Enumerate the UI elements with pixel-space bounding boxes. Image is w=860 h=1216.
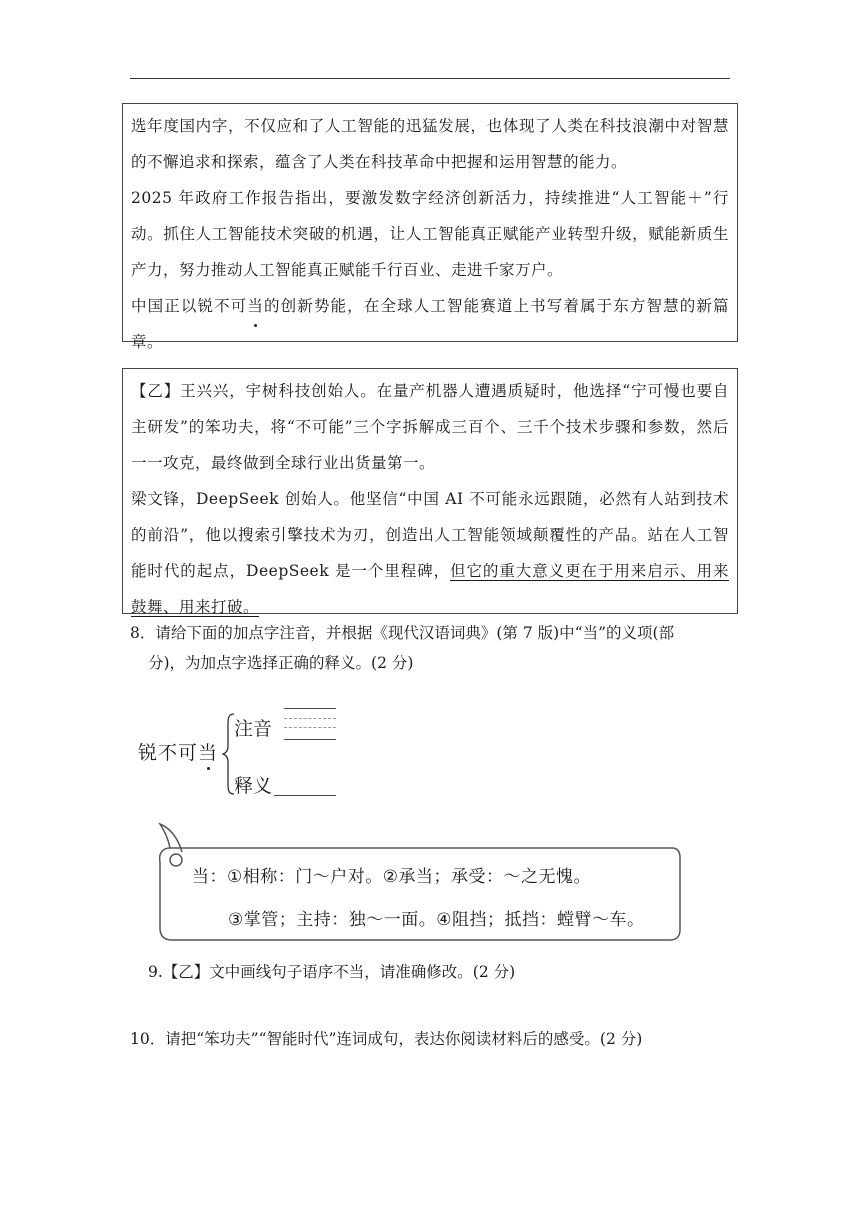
label-meaning: 释义 (234, 775, 273, 797)
passage-a-text-after-dot: 的创新势能，在全球人工智能赛道上书写着属于东方智慧的新篇章。 (131, 297, 729, 351)
question-8-line-2: 分)，为加点字选择正确的释义。(2 分) (148, 654, 414, 672)
passage-a-paragraph-2: 2025 年政府工作报告指出，要激发数字经济创新活力，持续推进“人工智能＋”行动。抓住人工智能技术突破的机遇，让人工智能真正赋能产业转型升级，赋能新质生产力，努力推动人工智能真正赋能千行百业、走进千家万户。 (131, 189, 729, 279)
dictionary-scroll (156, 822, 686, 946)
passage-b-plain-text: 梁文锋，DeepSeek 创始人。他坚信“中国 AI 不可能永远跟随，必然有人站到技术的前沿”，他以搜索引擎技术为刃，创造出人工智能领域颠覆性的产品。站在人工智能时代的起点，DeepSeek 是一个里程碑， (131, 490, 729, 580)
underlined-sentence: 但它的重大意义更在于用来启示、用来鼓舞、用来打破。 (131, 562, 729, 616)
question-9: 9.【乙】文中画线句子语序不当，请准确修改。(2 分) (148, 963, 516, 981)
passage-a-paragraph-3 (131, 288, 729, 360)
dotted-character: 当 (247, 288, 263, 324)
question-8-line-1: 8．请给下面的加点字注音，并根据《现代汉语词典》(第 7 版)中“当”的义项(部 (130, 624, 675, 642)
label-pronunciation: 注音 (234, 718, 273, 740)
diagram-word (138, 738, 218, 765)
question-10: 10．请把“笨功夫”“智能时代”连词成句，表达你阅读材料后的感受。(2 分) (130, 1030, 643, 1048)
passage-a-text-before-dot: 中国正以锐不可 (131, 297, 248, 315)
diagram-dotted-character: 当 (198, 738, 218, 765)
question-8 (130, 618, 742, 678)
meaning-answer-blank[interactable] (274, 795, 336, 796)
passage-a-box (122, 103, 738, 351)
passage-a-paragraph-1: 选年度国内字，不仅应和了人工智能的迅猛发展，也体现了人类在科技浪潮中对智慧的不懈追求和探索，蕴含了人类在科技革命中把握和运用智慧的能力。 (131, 117, 729, 171)
header-rule (130, 78, 730, 79)
passage-b-paragraph-1: 【乙】王兴兴，宇树科技创始人。在量产机器人遭遇质疑时，他选择“宁可慢也要自主研发”的笨功夫，将“不可能”三个字拆解成三百个、三千个技术步骤和参数，然后一一攻克，最终做到全球行业出货量第一。 (131, 382, 729, 472)
dictionary-line-2: ③掌管；主持：独～一面。④阻挡；抵挡：螳臂～车。 (228, 910, 645, 930)
dictionary-line-1: 当：①相称：门～户对。②承当；承受：～之无愧。 (192, 867, 591, 887)
pronunciation-answer-blank[interactable] (284, 708, 336, 740)
passage-b-box (122, 368, 738, 614)
annotation-diagram (138, 698, 358, 808)
diagram-word-prefix: 锐不可 (138, 742, 199, 764)
passage-b-paragraph-2 (131, 481, 729, 625)
